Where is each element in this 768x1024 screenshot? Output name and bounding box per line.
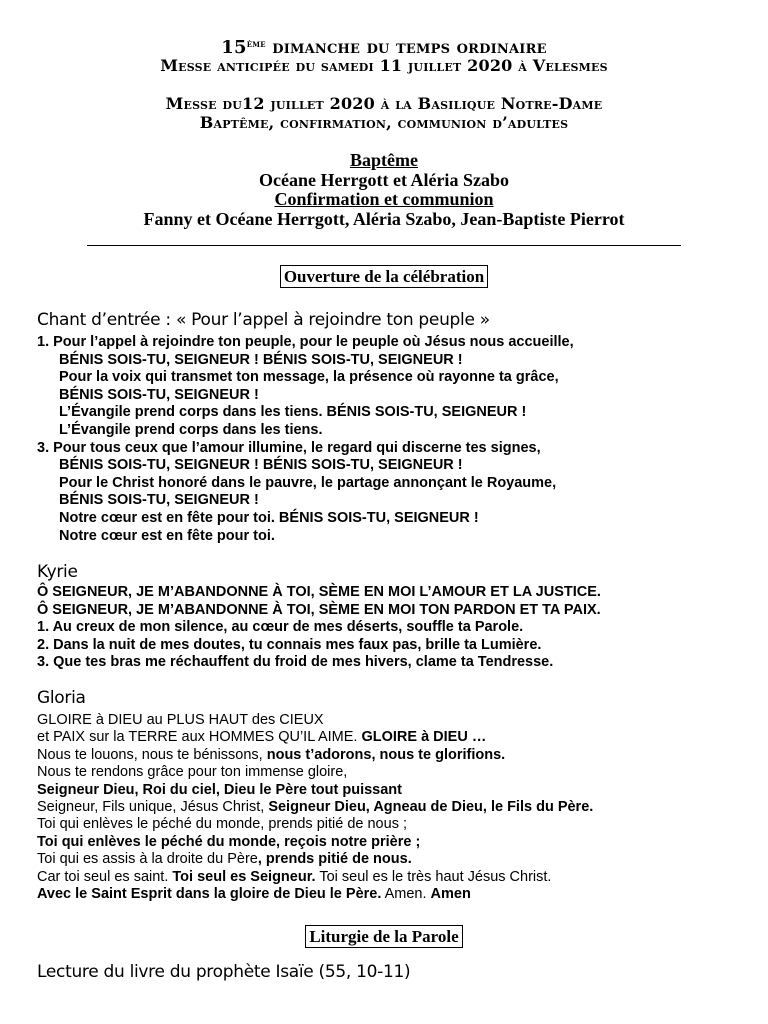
gloria-segment-bold: GLOIRE à DIEU … <box>361 729 487 746</box>
gloria-segment-bold: Seigneur Dieu, Agneau de Dieu, le Fils du Père. <box>268 798 594 815</box>
gloria-segment: Seigneur, Fils unique, Jésus Christ, <box>37 798 269 815</box>
gloria-segment-bold: Avec le Saint Esprit dans la gloire de Dieu le Père. <box>37 885 382 902</box>
gloria-line <box>37 799 593 816</box>
gloria-segment-bold: Seigneur Dieu, Roi du ciel, Dieu le Père tout puissant <box>37 781 402 798</box>
gloria-line <box>37 729 593 746</box>
chant-line: Pour la voix qui transmet ton message, la présence où rayonne ta grâce, <box>59 369 559 386</box>
page-title <box>0 38 768 58</box>
gloria-line <box>37 747 593 764</box>
chant-line: BÉNIS SOIS-TU, SEIGNEUR ! <box>59 492 259 509</box>
gloria-segment: GLOIRE à DIEU au PLUS HAUT des CIEUX <box>37 712 324 728</box>
kyrie-heading: Kyrie <box>37 562 78 582</box>
title-number: 15 <box>221 37 247 58</box>
gloria-line <box>37 886 593 903</box>
kyrie-text <box>37 584 601 672</box>
separator-line <box>87 245 681 246</box>
gloria-segment-bold: Toi qui enlèves le péché du monde, reçois notre prière ; <box>37 833 421 850</box>
gloria-segment-bold: , prends pitié de nous. <box>257 851 412 868</box>
section-liturgie <box>0 925 768 948</box>
gloria-text <box>37 712 593 903</box>
gloria-segment: Amen. <box>381 885 431 902</box>
gloria-segment: et PAIX sur la TERRE aux HOMMES QU’IL AIME. <box>37 729 362 746</box>
chant-entree-text <box>37 334 574 545</box>
kyrie-line: 1. Au creux de mon silence, au cœur de mes déserts, souffle ta Parole. <box>37 619 524 636</box>
page-subtitle: Messe anticipée du samedi 11 juillet 2020 à Velesmes <box>160 56 608 75</box>
title-superscript: ème <box>246 39 266 50</box>
sacraments-line: Baptême, confirmation, communion d’adultes <box>199 113 569 132</box>
kyrie-line: 2. Dans la nuit de mes doutes, tu connais mes faux pas, brille ta Lumière. <box>37 636 542 653</box>
gloria-heading: Gloria <box>37 688 86 708</box>
chant-line: 1. Pour l’appel à rejoindre ton peuple, pour le peuple où Jésus nous accueille, <box>37 334 574 350</box>
gloria-line <box>37 851 593 868</box>
gloria-line <box>37 782 593 799</box>
gloria-line <box>37 834 593 851</box>
gloria-segment-bold: Amen <box>430 885 471 902</box>
gloria-segment: Toi qui es assis à la droite du Père <box>37 851 258 868</box>
chant-line: Notre cœur est en fête pour toi. BÉNIS SOIS-TU, SEIGNEUR ! <box>59 509 479 526</box>
chant-line: Pour le Christ honoré dans le pauvre, le partage annonçant le Royaume, <box>59 474 557 491</box>
confirmation-names: Fanny et Océane Herrgott, Aléria Szabo, Jean-Baptiste Pierrot <box>143 208 625 229</box>
gloria-segment-bold: Toi seul es Seigneur. <box>172 868 316 885</box>
gloria-segment: Car toi seul es saint. <box>37 868 173 885</box>
kyrie-line: Ô SEIGNEUR, JE M’ABANDONNE À TOI, SÈME EN MOI L’AMOUR ET LA JUSTICE. <box>37 584 601 600</box>
chant-line: Notre cœur est en fête pour toi. <box>59 527 275 544</box>
title-text: dimanche du temps ordinaire <box>265 37 547 58</box>
chant-line: BÉNIS SOIS-TU, SEIGNEUR ! BÉNIS SOIS-TU, SEIGNEUR ! <box>59 457 463 474</box>
participants-block <box>0 151 768 229</box>
gloria-line <box>37 712 593 729</box>
gloria-segment: Nous te louons, nous te bénissons, <box>37 746 267 763</box>
lecture-heading: Lecture du livre du prophète Isaïe (55, 10-11) <box>37 962 411 982</box>
gloria-segment: Toi qui enlèves le péché du monde, prends pitié de nous ; <box>37 816 407 833</box>
chant-line: L’Évangile prend corps dans les tiens. <box>59 421 323 438</box>
gloria-segment: Toi seul es le très haut Jésus Christ. <box>315 868 552 885</box>
chant-line: BÉNIS SOIS-TU, SEIGNEUR ! <box>59 386 259 403</box>
kyrie-line: Ô SEIGNEUR, JE M’ABANDONNE À TOI, SÈME EN MOI TON PARDON ET TA PAIX. <box>37 601 601 618</box>
chant-line: L’Évangile prend corps dans les tiens. BÉNIS SOIS-TU, SEIGNEUR ! <box>59 404 527 421</box>
gloria-line <box>37 816 593 833</box>
section-ouverture <box>0 265 768 288</box>
chant-line: BÉNIS SOIS-TU, SEIGNEUR ! BÉNIS SOIS-TU, SEIGNEUR ! <box>59 351 463 368</box>
chant-line: 3. Pour tous ceux que l’amour illumine, le regard qui discerne tes signes, <box>37 439 541 456</box>
gloria-line <box>37 869 593 886</box>
chant-entree-heading: Chant d’entrée : « Pour l’appel à rejoindre ton peuple » <box>37 310 490 330</box>
gloria-line <box>37 764 593 781</box>
bapteme-label: Baptême <box>350 150 418 170</box>
section-ouverture-title: Ouverture de la célébration <box>280 265 488 288</box>
mass-line: Messe du12 juillet 2020 à la Basilique Notre-Dame <box>165 94 603 113</box>
confirmation-label: Confirmation et communion <box>274 189 494 209</box>
gloria-segment: Nous te rendons grâce pour ton immense gloire, <box>37 764 348 781</box>
section-liturgie-title: Liturgie de la Parole <box>305 925 462 948</box>
kyrie-line: 3. Que tes bras me réchauffent du froid de mes hivers, clame ta Tendresse. <box>37 654 554 671</box>
gloria-segment-bold: nous t’adorons, nous te glorifions. <box>266 746 506 763</box>
bapteme-names: Océane Herrgott et Aléria Szabo <box>259 169 509 190</box>
